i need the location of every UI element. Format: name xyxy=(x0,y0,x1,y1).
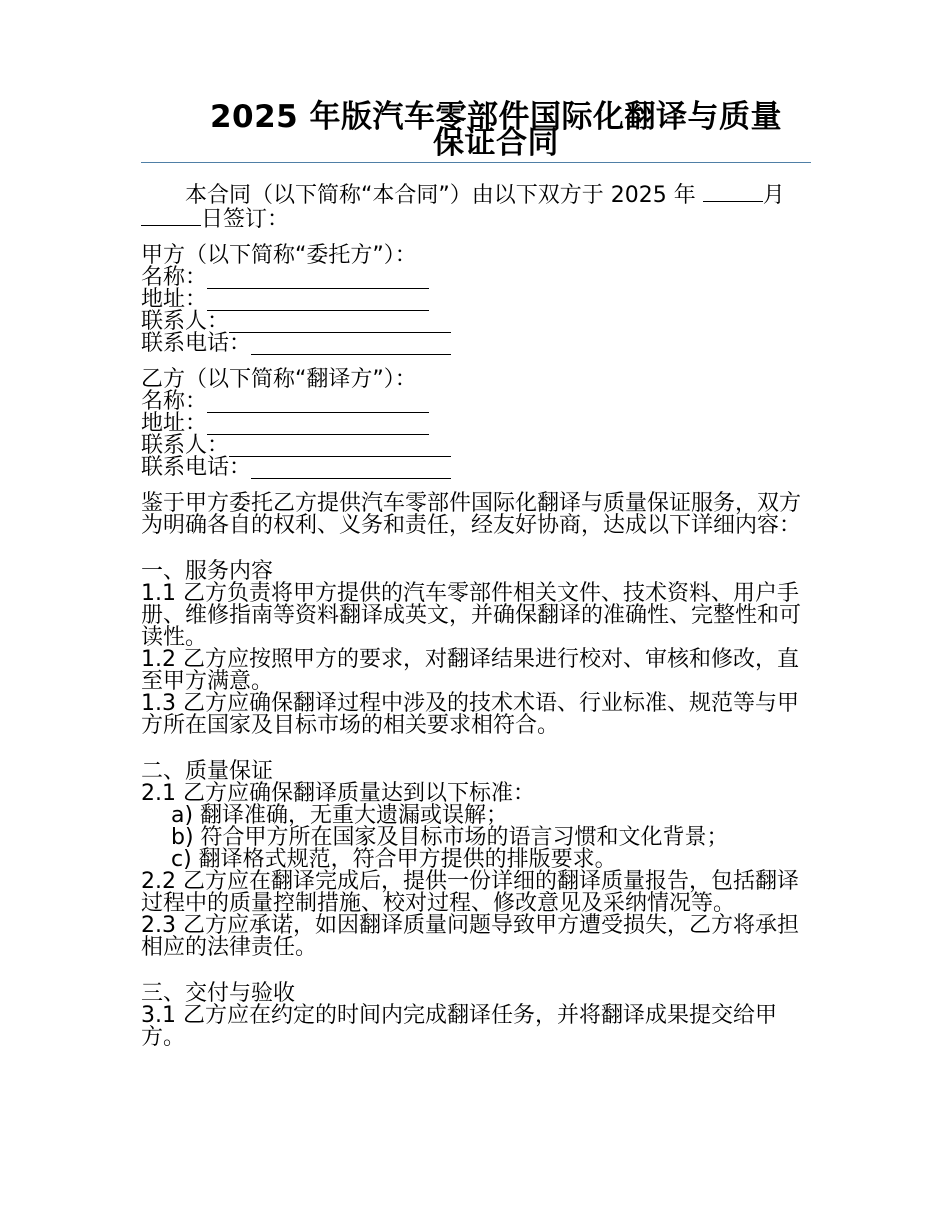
title-line-1: 2025 年版汽车零部件国际化翻译与质量 xyxy=(209,99,783,135)
party-b-phone-row xyxy=(141,457,811,479)
intro-paragraph xyxy=(141,183,811,231)
party-a-contact-label: 联系人： xyxy=(141,309,230,334)
section-1-heading: 一、服务内容 xyxy=(141,559,274,584)
document-body xyxy=(141,99,811,1050)
party-a-name-row xyxy=(141,267,811,289)
party-a-block xyxy=(141,245,811,355)
intro-day: 日签订： xyxy=(201,207,290,232)
party-b-heading: 乙方（以下简称“翻译方”）： xyxy=(141,367,417,392)
clause-3-1: 3.1 乙方应在约定的时间内完成翻译任务，并将翻译成果提交给甲方。 xyxy=(141,1003,777,1050)
party-b-name-line xyxy=(207,398,429,413)
party-b-name-row xyxy=(141,391,811,413)
party-b-phone-line xyxy=(251,464,451,479)
day-blank xyxy=(141,207,201,226)
document-title xyxy=(141,99,811,161)
intro-month: 月 xyxy=(762,183,785,208)
party-a-phone-label: 联系电话： xyxy=(141,331,252,356)
title-line-2: 保证合同 xyxy=(433,125,559,161)
party-a-address-label: 地址： xyxy=(141,287,208,312)
clause-2-2: 2.2 乙方应在翻译完成后，提供一份详细的翻译质量报告，包括翻译过程中的质量控制措施、校对过程、修改意见及采纳情况等。 xyxy=(141,869,799,916)
party-a-heading: 甲方（以下简称“委托方”）： xyxy=(141,243,417,268)
party-a-address-line xyxy=(207,296,429,311)
month-blank xyxy=(703,183,763,202)
party-a-contact-row xyxy=(141,311,811,333)
party-a-name-label: 名称： xyxy=(141,265,208,290)
party-b-block xyxy=(141,369,811,479)
party-b-address-row xyxy=(141,413,811,435)
clause-2-1-b: b) 符合甲方所在国家及目标市场的语言习惯和文化背景； xyxy=(171,825,729,850)
clause-2-3: 2.3 乙方应承诺，如因翻译质量问题导致甲方遭受损失，乙方将承担相应的法律责任。 xyxy=(141,913,799,960)
party-a-contact-line xyxy=(229,318,451,333)
title-divider xyxy=(141,162,811,163)
clause-2-1: 2.1 乙方应确保翻译质量达到以下标准： xyxy=(141,781,535,806)
section-3-heading: 三、交付与验收 xyxy=(141,981,296,1006)
party-b-address-label: 地址： xyxy=(141,411,208,436)
clause-1-3: 1.3 乙方应确保翻译过程中涉及的技术术语、行业标准、规范等与甲方所在国家及目标市场的相关要求相符合。 xyxy=(141,691,799,738)
party-a-name-line xyxy=(207,274,429,289)
party-b-contact-row xyxy=(141,435,811,457)
section-1 xyxy=(141,561,811,737)
section-2 xyxy=(141,761,811,959)
clause-1-1: 1.1 乙方负责将甲方提供的汽车零部件相关文件、技术资料、用户手册、维修指南等资料翻译成英文，并确保翻译的准确性、完整性和可读性。 xyxy=(141,581,802,650)
party-a-address-row xyxy=(141,289,811,311)
clause-2-1-a: a) 翻译准确，无重大遗漏或误解； xyxy=(171,803,509,828)
party-a-phone-row xyxy=(141,333,811,355)
party-b-name-label: 名称： xyxy=(141,389,208,414)
party-b-contact-line xyxy=(229,442,451,457)
party-b-contact-label: 联系人： xyxy=(141,433,230,458)
section-3 xyxy=(141,983,811,1049)
intro-text: 本合同（以下简称“本合同”）由以下双方于 2025 年 xyxy=(185,183,696,208)
section-2-heading: 二、质量保证 xyxy=(141,759,274,784)
party-b-address-line xyxy=(207,420,429,435)
party-a-phone-line xyxy=(251,340,451,355)
preamble-paragraph: 鉴于甲方委托乙方提供汽车零部件国际化翻译与质量保证服务，双方为明确各自的权利、义务和责任，经友好协商，达成以下详细内容： xyxy=(141,491,802,538)
clause-2-1-c: c) 翻译格式规范，符合甲方提供的排版要求。 xyxy=(171,847,617,872)
clause-1-2: 1.2 乙方应按照甲方的要求，对翻译结果进行校对、审核和修改，直至甲方满意。 xyxy=(141,647,799,694)
party-b-phone-label: 联系电话： xyxy=(141,455,252,480)
